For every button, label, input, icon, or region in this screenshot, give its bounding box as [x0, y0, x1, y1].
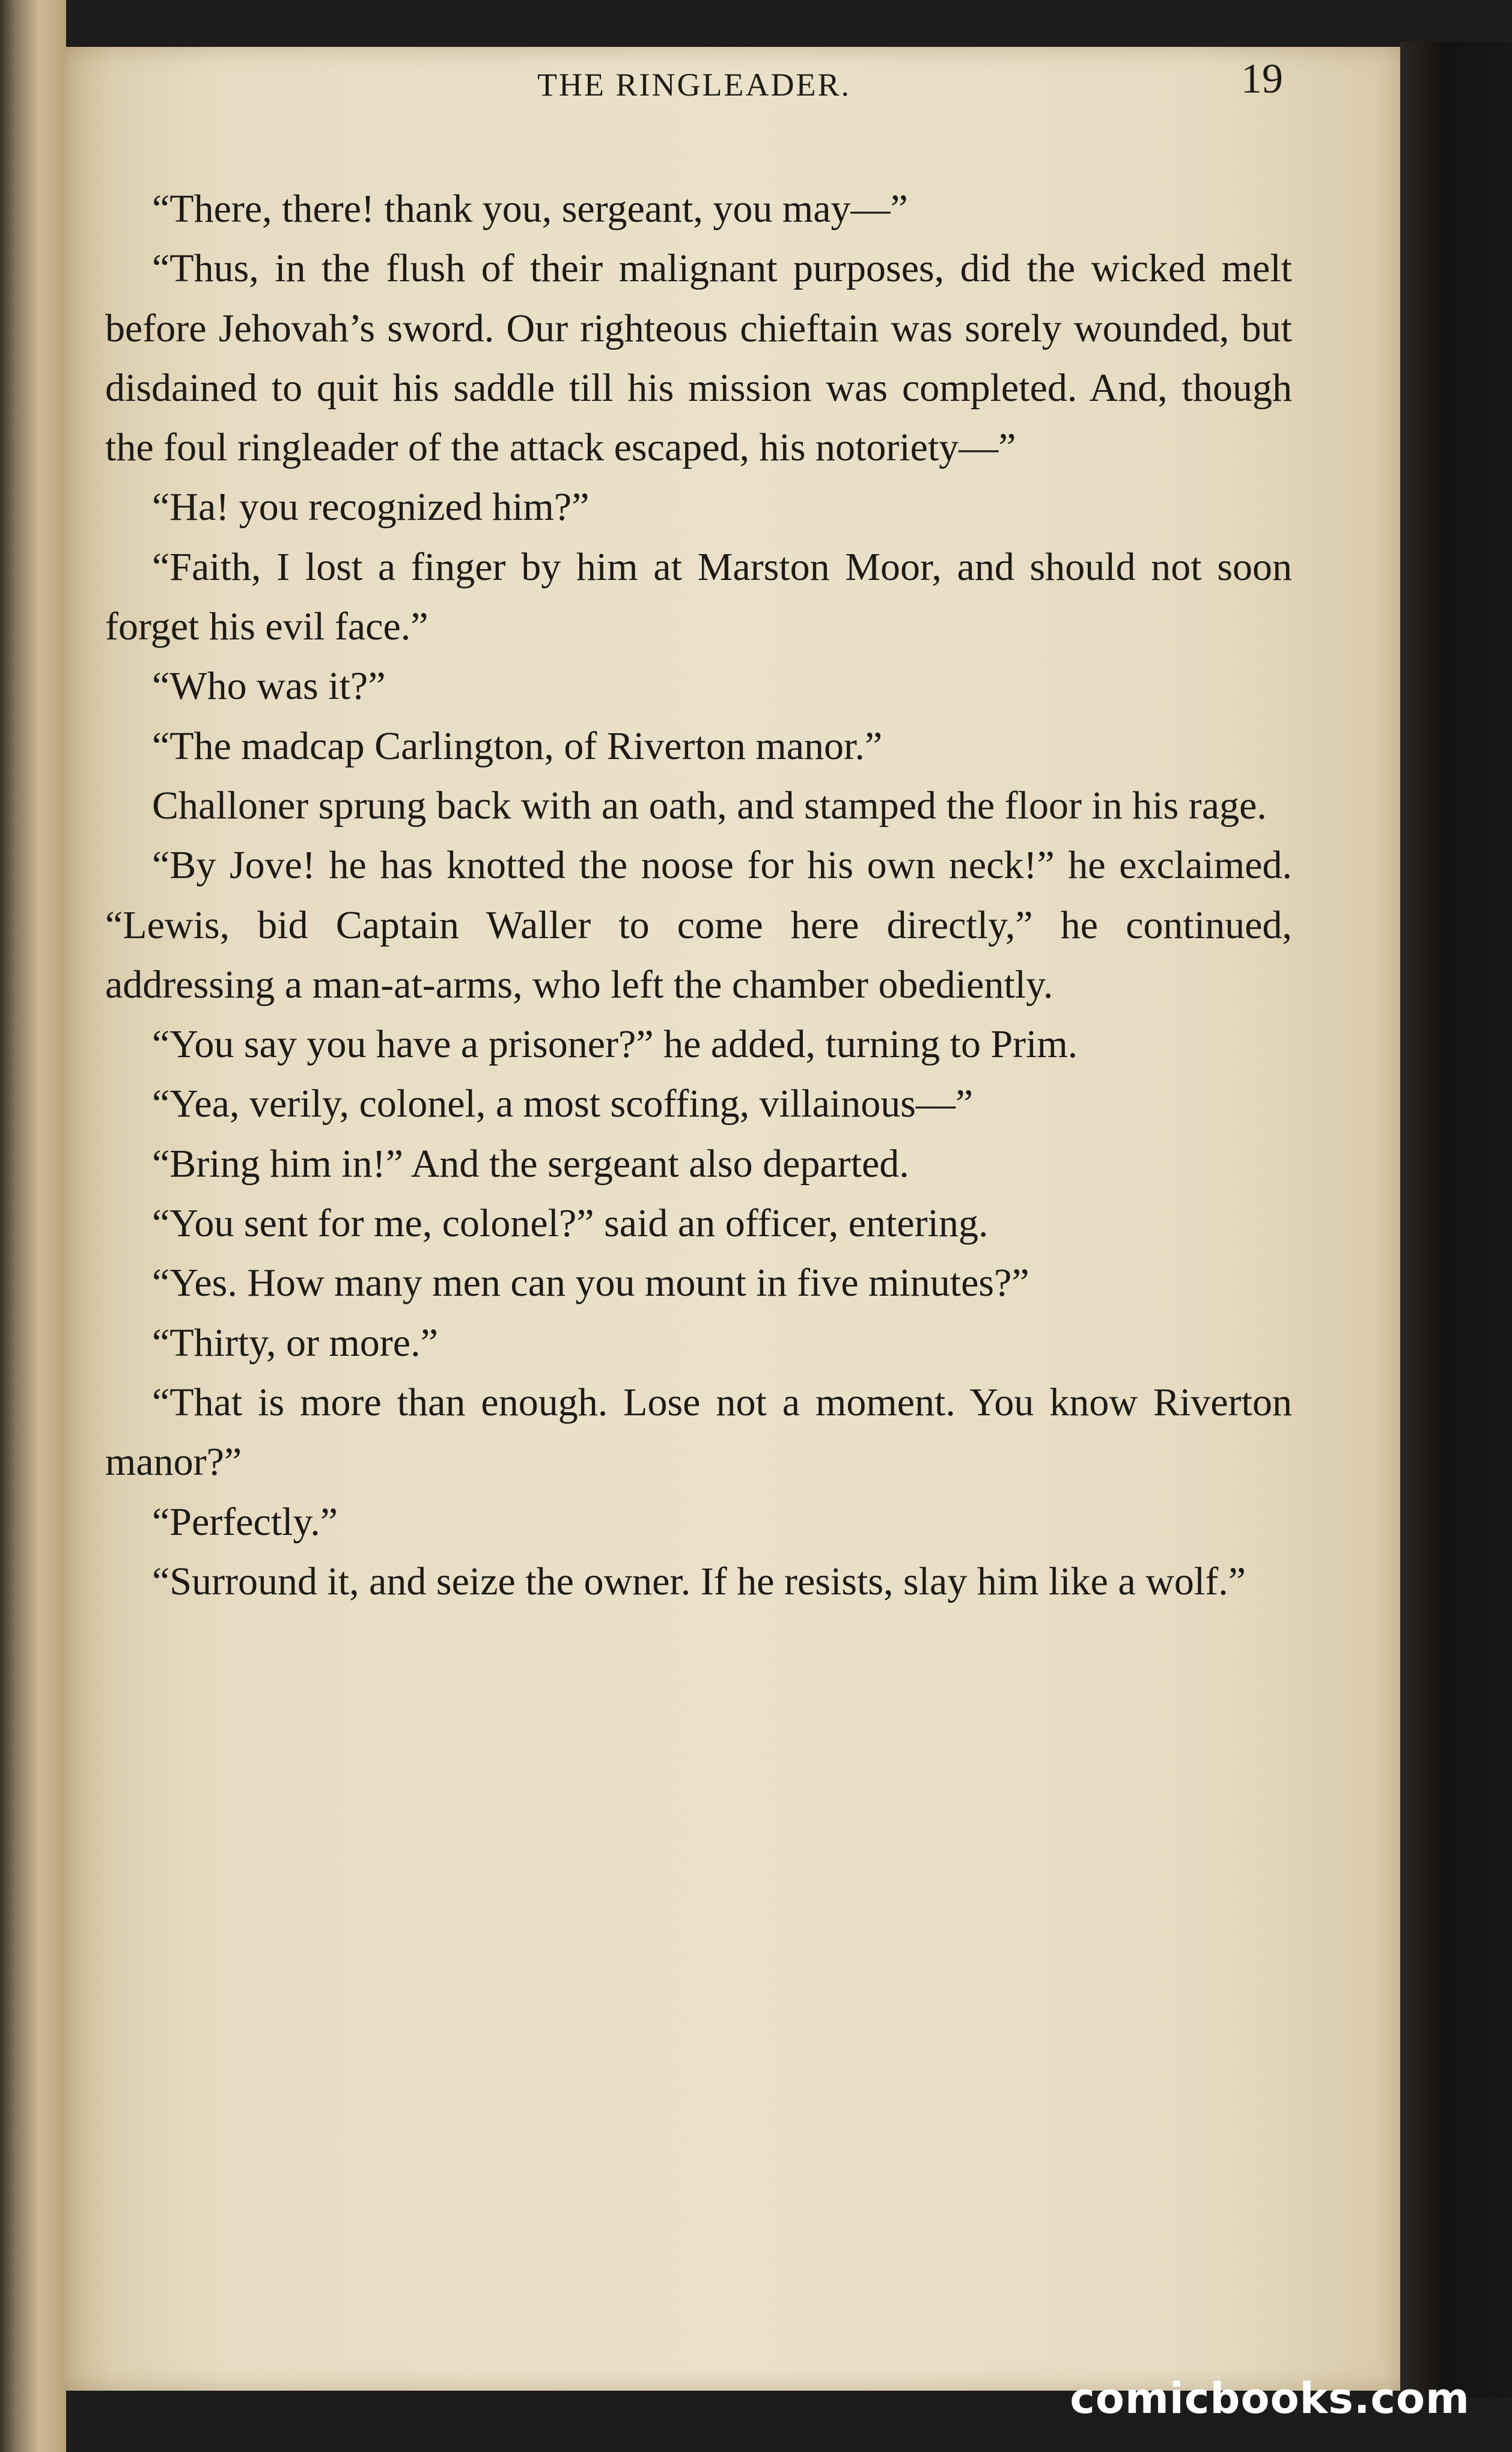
paragraph: “There, there! thank you, sergeant, you may—”	[152, 187, 908, 231]
paragraph: “The madcap Carlington, of Riverton manor.”	[152, 724, 883, 768]
paragraph: “Yes. How many men can you mount in five minutes?”	[152, 1261, 1029, 1305]
paragraph: “Surround it, and seize the owner. If he resists, slay him like a wolf.”	[152, 1559, 1246, 1603]
paragraph: “Thirty, or more.”	[152, 1320, 438, 1365]
body-text	[105, 179, 1292, 1611]
paragraph: “Yea, verily, colonel, a most scoffing, villainous—”	[152, 1082, 974, 1126]
paragraph: “Who was it?”	[152, 664, 386, 709]
page-header	[105, 42, 1283, 126]
paragraph: “You sent for me, colonel?” said an officer, entering.	[152, 1201, 989, 1246]
page-edge-shadow	[1400, 42, 1512, 2398]
paragraph: “That is more than enough. Lose not a moment. You know Riverton manor?”	[105, 1380, 1292, 1484]
paragraph: “Ha! you recognized him?”	[152, 485, 590, 529]
paragraph: “Faith, I lost a finger by him at Marston Moor, and should not soon forget his evil face.”	[105, 544, 1292, 649]
page-number: 19	[1241, 56, 1283, 102]
book-binding	[0, 0, 66, 2452]
paragraph: “Bring him in!” And the sergeant also departed.	[152, 1141, 909, 1186]
paragraph: “By Jove! he has knotted the noose for his own neck!” he exclaimed. “Lewis, bid Captain Waller to come here directly,” he continued, addressing a man-at-arms, who left the chamber obediently.	[105, 843, 1292, 1007]
paragraph: “You say you have a prisoner?” he added, turning to Prim.	[152, 1022, 1078, 1067]
paragraph: Challoner sprung back with an oath, and stamped the floor in his rage.	[152, 783, 1267, 828]
watermark: comicbooks.com	[1070, 2374, 1470, 2423]
paragraph: “Perfectly.”	[152, 1499, 338, 1544]
paragraph: “Thus, in the flush of their malignant purposes, did the wicked melt before Jehovah’s sword. Our righteous chieftain was sorely wounded, but disdained to quit his saddle till his mission was completed. And, though the foul ringleader of the attack escaped, his notoriety—”	[105, 246, 1292, 470]
running-head: THE RINGLEADER.	[537, 67, 851, 103]
